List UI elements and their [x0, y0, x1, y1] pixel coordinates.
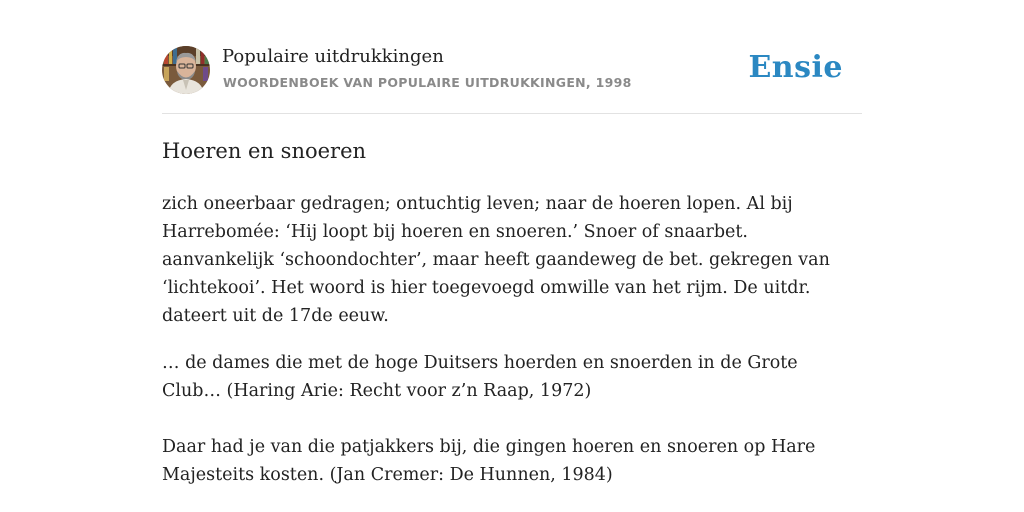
source-subtitle: WOORDENBOEK VAN POPULAIRE UITDRUKKINGEN, 1998: [223, 75, 632, 90]
author-portrait-image: [162, 46, 210, 94]
author-avatar[interactable]: [162, 46, 210, 94]
ensie-logo[interactable]: Ensie: [748, 50, 843, 85]
example-quote: … de dames die met de hoge Duitsers hoerden en snoerden in de Grote Club… (Haring Arie: Recht voor z’n Raap, 1972): [162, 353, 798, 401]
entry-card: [162, 0, 862, 512]
entry-definition: zich oneerbaar gedragen; ontuchtig leven; naar de hoeren lopen. Al bij Harrebomée: ‘Hij loopt bij hoeren en snoeren.’ Snoer of snaarbet. aanvankelijk ‘schoondochter’, maar heeft gaandeweg de bet. gekregen van ‘lichtekooi’. Het woord is hier toegevoegd omwille van het rijm. De uitdr. dateert uit de 17de eeuw.: [162, 194, 830, 326]
example-quote: Daar had je van die patjakkers bij, die gingen hoeren en snoeren op Hare Majesteits kosten. (Jan Cremer: De Hunnen, 1984): [162, 437, 816, 485]
header-divider: [162, 113, 862, 114]
source-title[interactable]: Populaire uitdrukkingen: [222, 46, 444, 67]
source-header: [162, 46, 862, 96]
entry-term: Hoeren en snoeren: [162, 139, 367, 163]
